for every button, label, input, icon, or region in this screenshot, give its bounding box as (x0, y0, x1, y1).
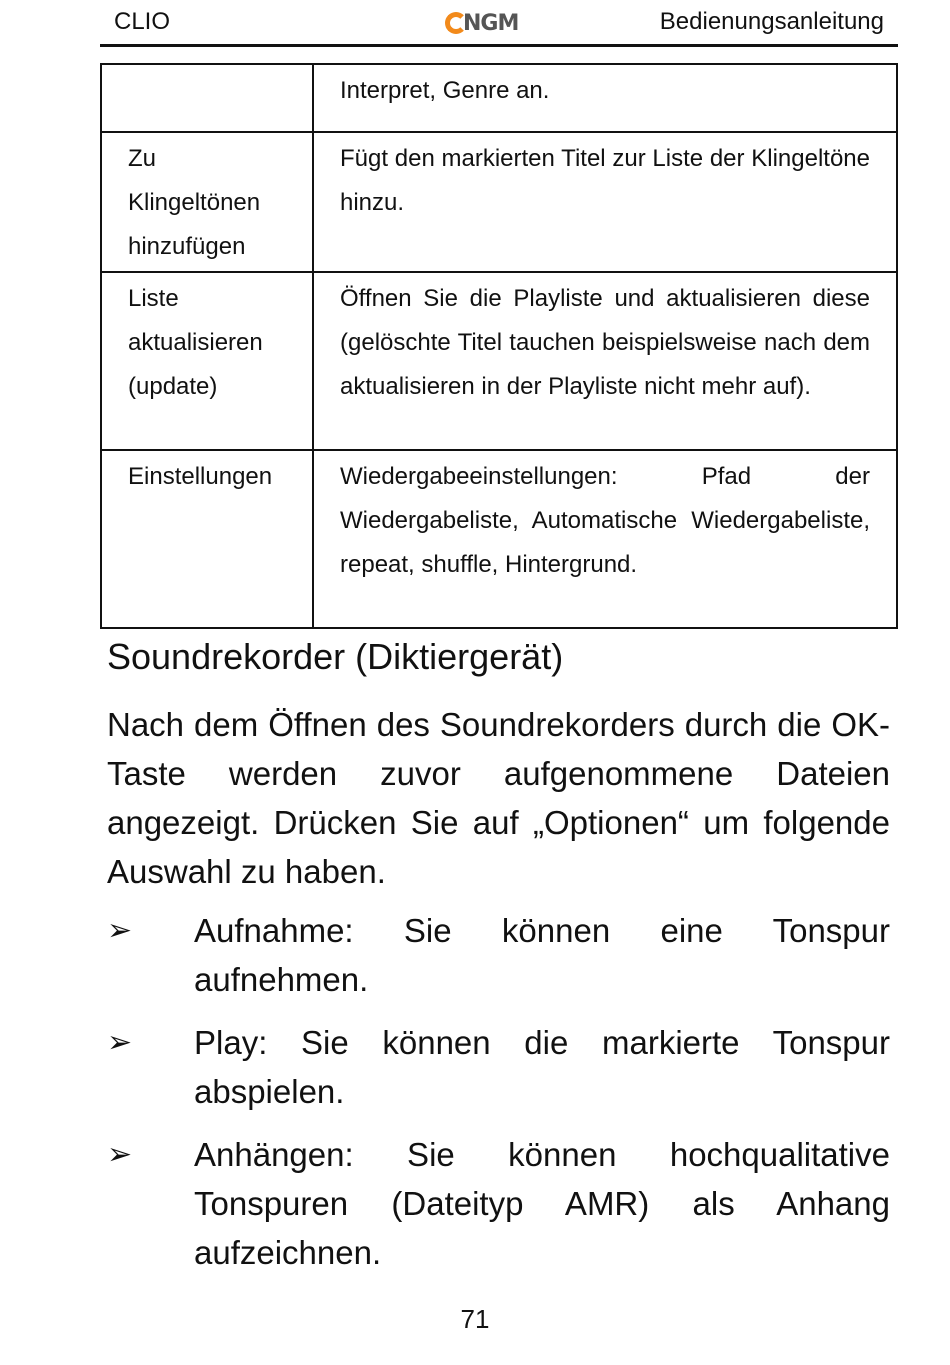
logo-text: NGM (463, 10, 519, 36)
page-number: 71 (460, 1304, 490, 1334)
list-item-text: Aufnahme: Sie können eine Tonspur aufnehmen. (194, 912, 890, 998)
option-description: Öffnen Sie die Playliste und aktualisieren diese (gelöschte Titel tauchen beispielsweise nach dem aktualisieren in der Playliste nicht mehr auf). (313, 272, 897, 450)
option-label: Liste aktualisieren (update) (101, 272, 313, 450)
header-manual-title: Bedienungsanleitung (659, 8, 884, 35)
table-row (101, 132, 897, 272)
header-model-name: CLIO (114, 8, 171, 35)
arrow-bullet-icon: ➢ (107, 1025, 133, 1060)
table-row (101, 272, 897, 450)
list-item (107, 906, 890, 1004)
list-item-text: Anhängen: Sie können hochqualitative Tonspuren (Dateityp AMR) als Anhang aufzeichnen. (194, 1136, 890, 1271)
option-description: Interpret, Genre an. (313, 64, 897, 132)
table-row (101, 64, 897, 132)
option-label: Zu Klingeltönen hinzufügen (101, 132, 313, 272)
arrow-bullet-icon: ➢ (107, 913, 133, 948)
option-label (101, 64, 313, 132)
options-list (107, 906, 890, 1291)
table-row (101, 450, 897, 628)
page-header (100, 0, 898, 47)
option-label: Einstellungen (101, 450, 313, 628)
list-item (107, 1130, 890, 1277)
list-item (107, 1018, 890, 1116)
options-table (100, 63, 898, 629)
arrow-bullet-icon: ➢ (107, 1137, 133, 1172)
section-intro: Nach dem Öffnen des Soundrekorders durch die OK-Taste werden zuvor aufgenommene Dateien angezeigt. Drücken Sie auf „Optionen“ um folgende Auswahl zu haben. (107, 706, 890, 890)
brand-logo (445, 8, 518, 38)
section-title: Soundrekorder (Diktiergerät) (107, 636, 564, 677)
option-description: Fügt den markierten Titel zur Liste der Klingeltöne hinzu. (313, 132, 897, 272)
option-description: Wiedergabeeinstellungen: Pfad der Wiedergabeliste, Automatische Wiedergabeliste, repeat, shuffle, Hintergrund. (313, 450, 897, 628)
list-item-text: Play: Sie können die markierte Tonspur abspielen. (194, 1024, 890, 1110)
